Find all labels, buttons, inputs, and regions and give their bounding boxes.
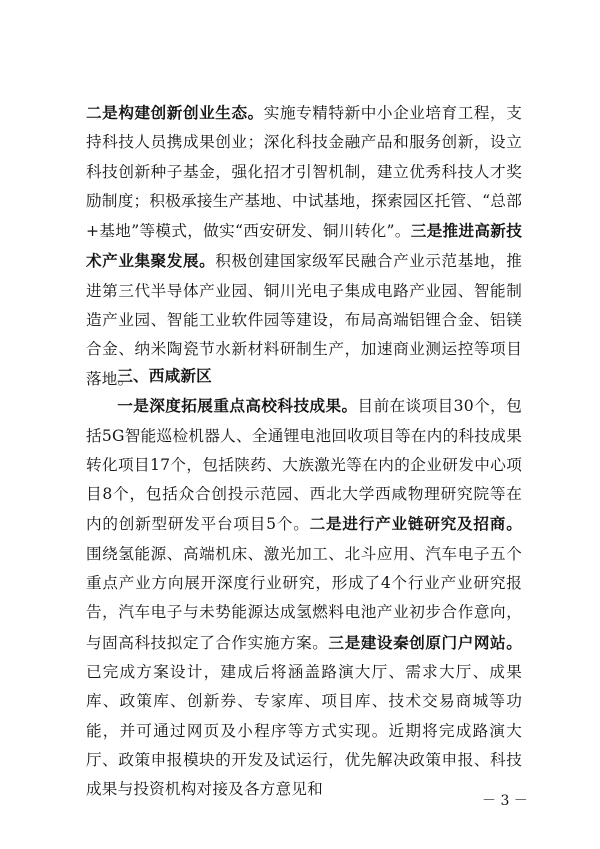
paragraph-text: 实施专精特新中小企业培育工程，支持科技人员携成果创业；深化科技金融产品和服务创新，设立科技创新种子基金，强化招才引智机制，建立优秀科技人才奖励制度；积极承接生产基地、中试基地，探索园区托管、“总部+基地”等模式，做实“西安研发、铜川转化”。 — [86, 104, 522, 241]
lead-phrase: 三是推进高新技术产业集聚发展。 — [86, 221, 522, 271]
paragraph-text: 积极创建国家级军民融合产业示范基地，推进第三代半导体产业园、铜川光电子集成电路产业园、智能制造产业园、智能工业软件园等建设，布局高端铝锂合金、铝镁合金、纳米陶瓷节水新材料研制生产，加速商业测运控等项目落地。 — [86, 252, 522, 388]
section-heading: 三、西咸新区 — [117, 367, 212, 385]
paragraph-xixian — [86, 391, 522, 804]
body-text-block-1 — [86, 98, 522, 394]
paragraph-text: 围绕氢能源、高端机床、激光加工、北斗应用、汽车电子五个重点产业方向展开深度行业研究，形成了4个行业产业研究报告，汽车电子与未势能源达成氢燃料电池产业初步合作意向，与固高科技拟定了合作实施方案。 — [86, 544, 522, 652]
paragraph-innovation-ecosystem — [86, 98, 522, 394]
lead-phrase: 三是建设秦创原门户网站。 — [328, 632, 522, 652]
lead-phrase: 二是构建创新创业生态。 — [86, 103, 264, 122]
paragraph-text: 已完成方案设计，建成后将涵盖路演大厅、需求大厅、成果库、政策库、创新券、专家库、项目库、技术交易商城等功能，并可通过网页及小程序等方式实现。近期将完成路演大厅、政策申报模块的开发及试运行，优先解决政策申报、科技成果与投资机构对接及各方意见和 — [86, 662, 522, 799]
paragraph-text: 目前在谈项目30个，包括5G智能巡检机器人、全通锂电池回收项目等在内的科技成果转化项目17个，包括陕药、大族激光等在内的企业研发中心项目8个，包括众合创投示范园、西北大学西咸物理研究院等在内的创新型研发平台项目5个。 — [86, 397, 522, 534]
page-number: － 3 － — [482, 793, 528, 809]
body-text-block-2 — [86, 362, 522, 804]
lead-phrase: 二是进行产业链研究及招商。 — [309, 514, 522, 534]
lead-phrase: 一是深度拓展重点高校科技成果。 — [117, 396, 358, 416]
